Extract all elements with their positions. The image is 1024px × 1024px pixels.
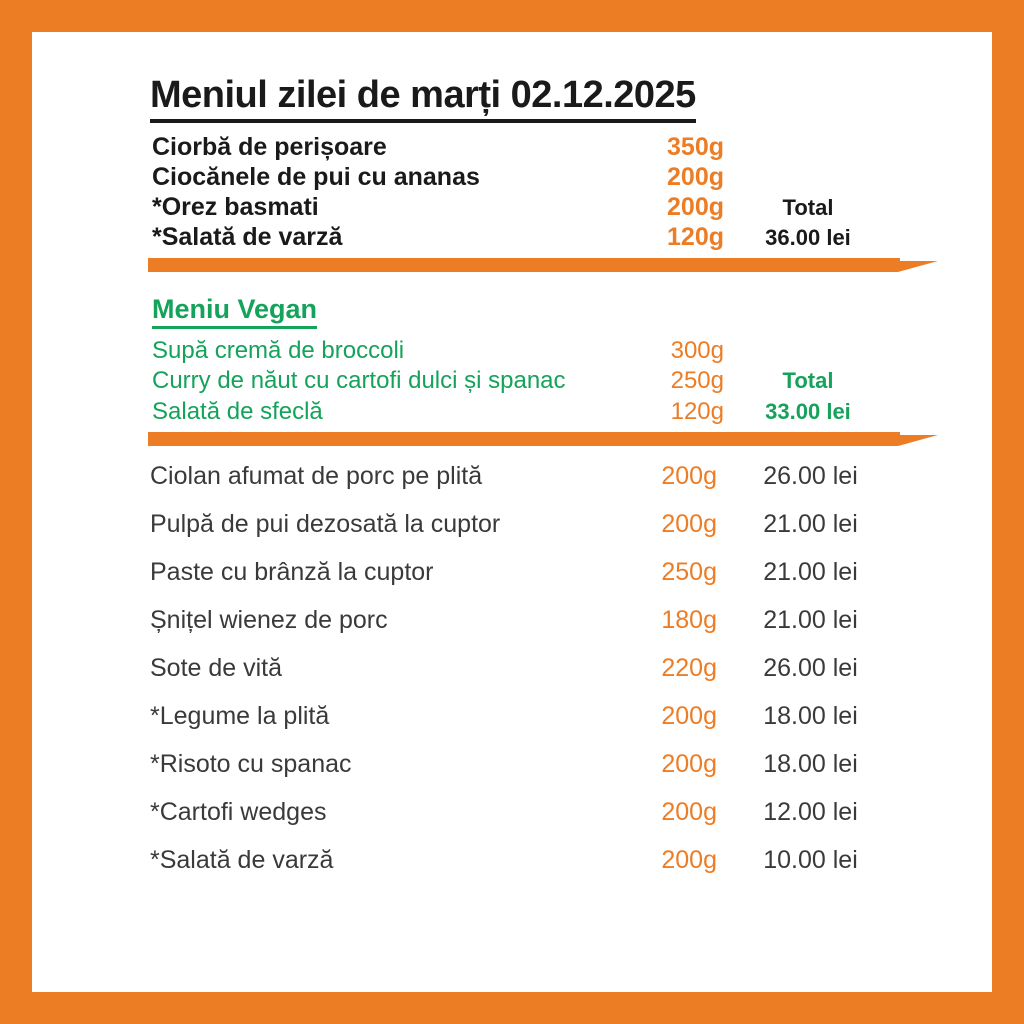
menu-row — [118, 510, 908, 539]
dish-price: 18.00 lei — [763, 750, 858, 779]
menu-row — [118, 798, 908, 827]
arrow-tip-icon — [898, 261, 938, 272]
vegan-total-label: Total — [782, 368, 834, 393]
dish-price: 18.00 lei — [763, 702, 858, 731]
dish-grams: 250g — [670, 367, 724, 394]
menu-row — [118, 462, 908, 491]
dish-name: *Salată de varză — [150, 846, 334, 875]
menu-row — [118, 193, 908, 222]
dish-grams: 200g — [661, 846, 717, 875]
dish-grams: 300g — [670, 337, 724, 364]
menu-row — [118, 223, 908, 252]
dish-price: 21.00 lei — [763, 510, 858, 539]
dish-price: 12.00 lei — [763, 798, 858, 827]
dish-grams: 200g — [667, 163, 724, 191]
menu-row — [118, 337, 908, 365]
dish-price: 10.00 lei — [763, 846, 858, 875]
vegan-menu-heading: Meniu Vegan — [152, 294, 317, 329]
dish-grams: 200g — [667, 193, 724, 221]
dish-name: Ciolan afumat de porc pe plită — [150, 462, 483, 491]
arrow-tip-icon — [898, 435, 938, 446]
daily-total-value: 36.00 lei — [765, 225, 851, 250]
a-la-carte-section — [118, 462, 908, 875]
menu-row — [118, 654, 908, 683]
menu-row — [118, 558, 908, 587]
dish-price: 21.00 lei — [763, 558, 858, 587]
dish-name: *Salată de varză — [152, 223, 343, 251]
dish-name: Salată de sfeclă — [152, 397, 323, 425]
arrow-divider — [148, 432, 938, 452]
dish-grams: 250g — [661, 558, 717, 587]
divider-bar — [148, 261, 898, 272]
arrow-divider — [148, 258, 938, 278]
dish-name: Șnițel wienez de porc — [150, 606, 388, 635]
dish-grams: 200g — [661, 750, 717, 779]
dish-name: Sote de vită — [150, 654, 283, 683]
dish-grams: 200g — [661, 702, 717, 731]
daily-menu-section — [118, 133, 908, 252]
menu-card — [32, 32, 992, 992]
dish-grams: 220g — [661, 654, 717, 683]
dish-name: Ciorbă de perișoare — [152, 133, 387, 161]
vegan-total-value: 33.00 lei — [765, 398, 851, 424]
menu-row — [118, 606, 908, 635]
daily-total-label: Total — [782, 195, 834, 220]
vegan-menu-section — [118, 284, 908, 426]
dish-name: Curry de năut cu cartofi dulci și spanac — [152, 367, 566, 394]
menu-row — [118, 367, 908, 396]
dish-price: 26.00 lei — [763, 654, 858, 683]
menu-content — [118, 60, 908, 894]
dish-name: *Cartofi wedges — [150, 798, 327, 827]
dish-grams: 120g — [670, 397, 724, 425]
menu-row — [118, 750, 908, 779]
dish-grams: 180g — [661, 606, 717, 635]
dish-grams: 120g — [667, 223, 724, 251]
dish-name: *Risoto cu spanac — [150, 750, 352, 779]
dish-name: *Orez basmati — [152, 193, 319, 221]
dish-price: 21.00 lei — [763, 606, 858, 635]
dish-name: Supă cremă de broccoli — [152, 337, 405, 364]
divider-bar — [148, 435, 898, 446]
menu-row — [118, 163, 908, 192]
dish-name: *Legume la plită — [150, 702, 330, 731]
dish-name: Pulpă de pui dezosată la cuptor — [150, 510, 501, 539]
dish-price: 26.00 lei — [763, 462, 858, 491]
dish-grams: 200g — [661, 462, 717, 491]
dish-name: Ciocănele de pui cu ananas — [152, 163, 480, 191]
dish-grams: 200g — [661, 798, 717, 827]
menu-row — [118, 398, 908, 427]
dish-grams: 200g — [661, 510, 717, 539]
menu-row — [118, 133, 908, 162]
dish-grams: 350g — [667, 133, 724, 161]
menu-row — [118, 702, 908, 731]
page-title: Meniul zilei de marți 02.12.2025 — [150, 74, 696, 123]
dish-name: Paste cu brânză la cuptor — [150, 558, 434, 587]
menu-row — [118, 846, 908, 875]
